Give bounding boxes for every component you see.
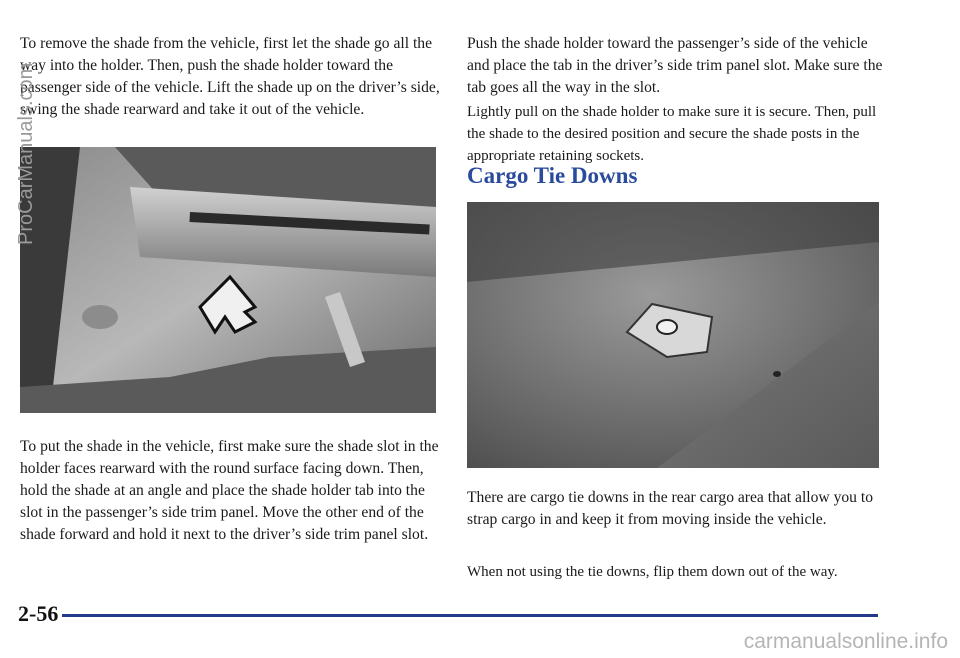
footer-rule	[62, 614, 878, 617]
side-watermark: ProCarManuals.com	[15, 62, 37, 245]
shade-removal-paragraph: To remove the shade from the vehicle, first let the shade go all the way into the holder. Then, push the shade holder toward the passenger side of the vehicle. Lift the shade up on the driver’s side, swing the shade rearward and take it out of the vehicle.	[20, 35, 440, 118]
shade-holder-photo	[20, 147, 436, 413]
bottom-watermark: carmanualsonline.info	[743, 630, 948, 653]
section-heading-cargo-tie-downs: Cargo Tie Downs	[467, 163, 638, 188]
shade-holder-illustration	[20, 147, 436, 413]
shade-secure-paragraph: Lightly pull on the shade holder to make sure it is secure. Then, pull the shade to the desired position and secure the shade posts in the appropriate retaining sockets.	[467, 104, 877, 164]
cargo-tie-down-storage-note: When not using the tie downs, flip them down out of the way.	[467, 564, 838, 580]
cargo-tie-down-illustration	[467, 202, 879, 468]
shade-install-paragraph: To put the shade in the vehicle, first make sure the shade slot in the holder faces rearward with the round surface facing down. Then, hold the shade at an angle and place the shade holder tab into the slot in the passenger’s side trim panel. Move the other end of the shade forward and hold it next to the driver’s side trim panel slot.	[20, 438, 439, 543]
cargo-tie-down-photo	[467, 202, 879, 468]
shade-holder-push-paragraph: Push the shade holder toward the passenger’s side of the vehicle and place the tab in the driver’s side trim panel slot. Make sure the tab goes all the way in the slot.	[467, 35, 883, 96]
page-number: 2-56	[18, 601, 59, 626]
cargo-tie-down-description: There are cargo tie downs in the rear cargo area that allow you to strap cargo in and keep it from moving inside the vehicle.	[467, 489, 873, 528]
